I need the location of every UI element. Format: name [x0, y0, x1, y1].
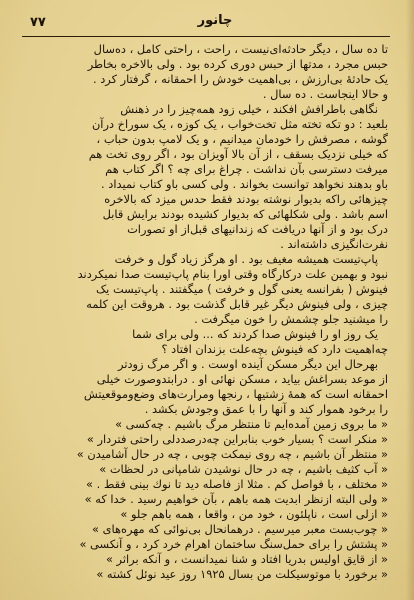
text-line: بلعید : دو تکه تخته مثل تخت‌خواب ، یک کوزه ، یک سوراخ درآن	[91, 117, 388, 131]
text-line: یک روز او را فینوش صدا کردند که ... ولی برای شما	[132, 327, 378, 341]
text-line: از موعد بسراغش بیاید ، مسکن نهائی او . درابتدوصورت خیلی	[96, 372, 388, 386]
text-line: گوشه ، مصرفش را خودمان میدانیم ، و یک لامپ بدون حباب ،	[96, 132, 388, 146]
text-line: میرفت دسترسی بآن نداشت . چراغ برای چه ؟ اگر کتاب هم	[105, 162, 388, 176]
text-line: تا ده سال ، دیگر حادثه‌ای‌نیست ، راحت ، راحتی کامل ، ده‌سال	[93, 42, 388, 56]
text-line: اسم باشد . ولی شکلهائی که بدیوار کشیده بودند برایش قابل	[102, 207, 388, 221]
body-text	[24, 42, 388, 590]
text-line: چیزی ، ولی فینوش دیگر غیر قابل گذشت بود . هروقت این کلمه	[86, 297, 388, 311]
text-line: احمقانه است که همهٔ زشتیها ، رنجها ومرارت‌های وضع‌وموقعیتش	[83, 387, 388, 401]
running-title: چانور	[197, 13, 233, 28]
header-rule	[22, 36, 390, 37]
page-number: ۷۷	[30, 15, 46, 30]
text-line: نفرت‌انگیزی داشته‌اند .	[280, 237, 388, 251]
page-edge-shadow	[406, 0, 414, 600]
text-line: باو بدهند نخواهد توانست بخواند . ولی کسی باو کتاب نمیداد .	[101, 177, 388, 191]
text-line: « برخورد با موتوسیکلت من بسال ۱۹۲۵ روز عید نوئل کشته »	[96, 567, 388, 581]
text-line: درک بود و از آنها دریافت که زندانیهای قبل‌از او تصورات	[127, 222, 388, 236]
text-line: « مختلف ، با فواصل کم . مثلا از فاصله دید تا نوك بینی فقط . »	[85, 477, 388, 491]
text-line: فینوش ( بفرانسه یعنی گول و خرفت ) میگفتند . پاپ‌تیست یک	[95, 282, 388, 296]
text-line: « ما بروی زمین آمده‌ایم تا منتظر مرگ باشیم . چه‌کسی »	[115, 417, 388, 431]
text-line: یک حادثهٔ بی‌ارزش ، بی‌اهمیت خودش را احمقانه ، گرفتار کرد .	[92, 72, 388, 86]
text-line: « ولی البته ازنظر ابدیت همه باهم ، بآن خواهیم رسید . خدا که »	[84, 492, 388, 506]
text-line: « از قایق اولیس بدریا افتاد و شنا نمیدانست ، و آنکه براثر »	[105, 552, 388, 566]
text-line: نبود و بهمین علت درکارگاه وقتی اورا بنام پاپ‌تیست صدا نمیکردند	[77, 267, 388, 281]
text-line: را برخود هموار کند و آنها را با عمق وجودش بکشد .	[144, 402, 388, 416]
text-line: « ازلی است ، ناپلئون ، خود من ، واقعا ، همه باهم جلو »	[120, 507, 388, 521]
text-line: حبس مجرد ، مدتها از حبس دوری کرده بود . ولی بالاخره بخاطر	[87, 57, 388, 71]
text-line: « منتظر آن باشیم ، چه روی نیمکت چوبی ، چه در حال آشامیدن »	[76, 447, 388, 461]
text-line: « آب کثیف باشیم ، چه در حال نوشیدن شامپانی در لحظات »	[99, 462, 388, 476]
text-line: که خیلی نزدیک بسقف ، از آن بالا آویزان بود ، اگر روی تخت هم	[88, 147, 388, 161]
text-line: « منکر است ؟ بسیار خوب بنابراین چه‌درصددلی راحتی فتردار »	[86, 432, 388, 446]
text-line: چه‌اهمیت دارد که فینوش بچه‌علت بزندان افتاد ؟	[161, 342, 388, 356]
text-line: چیزهائی راکه بدیوار نوشته بودند فقط حدس میزد که بالاخره	[104, 192, 388, 206]
text-line: پاپ‌تیست همیشه مغیف بود . او هرگز زیاد گول و خرفت	[114, 252, 378, 266]
text-line: بهرحال این دیگر مسکن آینده اوست . و اگر مرگ زودتر	[118, 357, 378, 371]
page-header	[0, 0, 414, 40]
text-line: « پشتش را برای حمل‌سنگ ساختمان اهرام خرد کرد ، و آنکسی »	[79, 537, 388, 551]
text-line: را میشنید جلو چشمش را خون میگرفت .	[194, 312, 388, 326]
text-line: و حالا اینجاست . ده سال .	[262, 87, 388, 101]
text-line: نگاهی باطرافش افکند ، خیلی زود همه‌چیز را در ذهنش	[120, 102, 378, 116]
text-line: « چوب‌بست معبر میرسیم . درهمانحال بی‌نوائی که مهره‌های »	[92, 522, 388, 536]
